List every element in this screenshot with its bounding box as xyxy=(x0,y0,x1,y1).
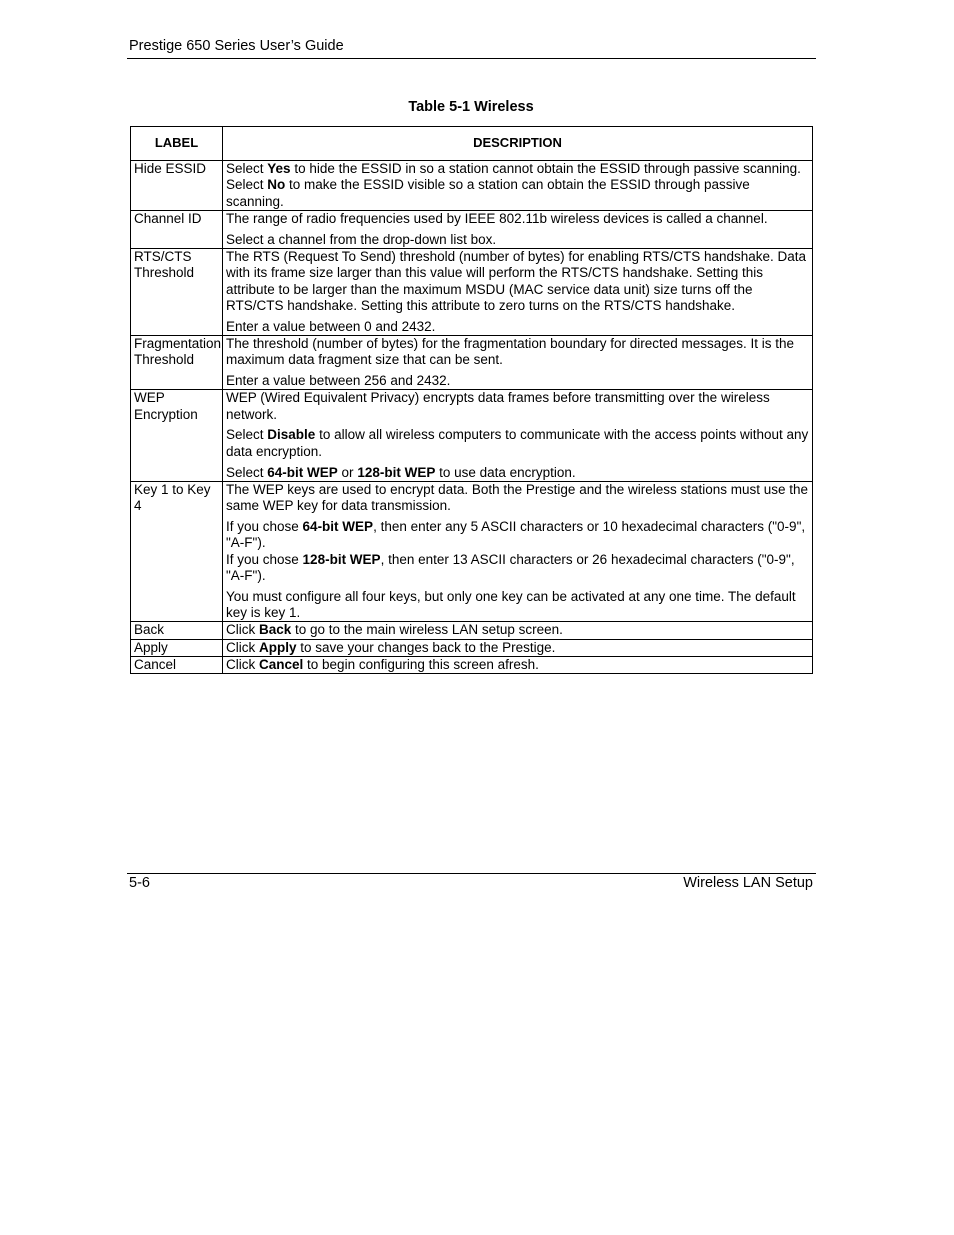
table-row xyxy=(131,656,813,673)
description-paragraph xyxy=(226,232,809,248)
emphasized-term: Yes xyxy=(267,161,291,176)
description-text: Select xyxy=(226,177,268,193)
page-header-title: Prestige 650 Series User’s Guide xyxy=(129,38,344,54)
description-text: to use data encryption. xyxy=(435,464,576,480)
description-paragraph xyxy=(226,657,809,673)
row-label: Hide ESSID xyxy=(131,161,223,211)
row-label: RTS/CTS Threshold xyxy=(131,248,223,335)
column-header-label: LABEL xyxy=(131,127,223,161)
row-label: Apply xyxy=(131,639,223,656)
description-text: Select xyxy=(226,464,268,480)
emphasized-term: Cancel xyxy=(259,656,304,672)
description-paragraph xyxy=(226,482,809,515)
description-text: Select xyxy=(226,427,268,443)
row-label: Channel ID xyxy=(131,210,223,248)
row-description xyxy=(223,390,813,481)
table-row xyxy=(131,161,813,211)
description-text: , then enter any 5 ASCII characters or 10 hexadecimal characters ("0-9", "A-F"). xyxy=(226,518,806,551)
emphasized-term: 64-bit WEP xyxy=(302,518,374,534)
description-text: to hide the ESSID in so a station cannot obtain the ESSID through passive scanning. xyxy=(290,161,801,176)
emphasized-term: 128-bit WEP xyxy=(302,551,381,567)
description-paragraph xyxy=(226,622,809,638)
row-description xyxy=(223,335,813,389)
emphasized-term: 128-bit WEP xyxy=(357,464,436,480)
description-text: If you chose xyxy=(226,518,303,534)
description-text: Click xyxy=(226,656,259,672)
footer-page-number: 5-6 xyxy=(129,875,150,891)
description-text: to begin configuring this screen afresh. xyxy=(303,656,539,672)
description-text: The threshold (number of bytes) for the fragmentation boundary for directed messages. It is the maximum data fragment size that can be sent. xyxy=(226,335,795,368)
description-text: to save your changes back to the Prestige. xyxy=(296,639,556,655)
footer-rule xyxy=(127,873,816,874)
table-row xyxy=(131,622,813,639)
description-text: You must configure all four keys, but only one key can be activated at any one time. The default key is key 1. xyxy=(226,588,796,620)
description-paragraph xyxy=(226,336,809,369)
description-text: The range of radio frequencies used by IEEE 802.11b wireless devices is called a channel. xyxy=(226,210,768,226)
description-text: or xyxy=(337,464,358,480)
description-text: Click xyxy=(226,639,259,655)
footer-section-title: Wireless LAN Setup xyxy=(683,875,813,891)
description-text: The WEP keys are used to encrypt data. Both the Prestige and the wireless stations must use the same WEP key for data transmission. xyxy=(226,481,809,514)
emphasized-term: Back xyxy=(259,622,292,638)
description-text: to allow all wireless computers to communicate with the access points without any data encryption. xyxy=(226,427,809,459)
description-paragraph xyxy=(226,640,809,656)
description-text: to make the ESSID visible so a station can obtain the ESSID through passive scanning. xyxy=(226,177,750,209)
row-label: Cancel xyxy=(131,656,223,673)
table-caption: Table 5-1 Wireless xyxy=(408,99,534,115)
row-label: Back xyxy=(131,622,223,639)
description-text: If you chose xyxy=(226,551,303,567)
row-description xyxy=(223,210,813,248)
description-paragraph xyxy=(226,249,809,314)
description-text: The RTS (Request To Send) threshold (number of bytes) for enabling RTS/CTS handshake. Data with its frame size larger than this value will perform the RTS/CTS handshake. Setting this attribute to be larger than the maximum MSDU (MAC service data unit) size turns off the RTS/CTS handshake. Setting this attribute to zero turns on the RTS/CTS handshake. xyxy=(226,248,807,313)
row-description xyxy=(223,622,813,639)
emphasized-term: No xyxy=(267,177,286,193)
description-paragraph xyxy=(226,319,809,335)
description-paragraph xyxy=(226,177,809,210)
table-row xyxy=(131,481,813,621)
column-header-description: DESCRIPTION xyxy=(223,127,813,161)
wireless-table xyxy=(130,126,813,674)
description-paragraph xyxy=(226,552,809,585)
emphasized-term: 64-bit WEP xyxy=(267,464,338,480)
emphasized-term: Apply xyxy=(259,639,297,655)
table-row xyxy=(131,390,813,481)
description-text: Select xyxy=(226,161,268,176)
table-row xyxy=(131,210,813,248)
header-rule xyxy=(127,58,816,59)
table-body xyxy=(131,161,813,674)
description-paragraph xyxy=(226,427,809,460)
table-header-row xyxy=(131,127,813,161)
description-paragraph xyxy=(226,390,809,423)
description-paragraph xyxy=(226,373,809,389)
row-description xyxy=(223,656,813,673)
row-description xyxy=(223,248,813,335)
emphasized-term: Disable xyxy=(267,427,316,443)
row-description xyxy=(223,481,813,621)
description-text: to go to the main wireless LAN setup screen. xyxy=(291,622,563,638)
description-paragraph xyxy=(226,589,809,622)
row-description xyxy=(223,161,813,211)
description-paragraph xyxy=(226,465,809,481)
description-text: Select a channel from the drop-down list box. xyxy=(226,231,497,247)
description-text: WEP (Wired Equivalent Privacy) encrypts data frames before transmitting over the wireless network. xyxy=(226,390,770,422)
table-row xyxy=(131,248,813,335)
table-row xyxy=(131,639,813,656)
description-text: Enter a value between 256 and 2432. xyxy=(226,373,451,389)
row-label: Key 1 to Key 4 xyxy=(131,481,223,621)
row-label: WEP Encryption xyxy=(131,390,223,481)
row-label: Fragmentation Threshold xyxy=(131,335,223,389)
table-row xyxy=(131,335,813,389)
row-description xyxy=(223,639,813,656)
description-paragraph xyxy=(226,211,809,227)
description-text: Click xyxy=(226,622,259,638)
description-text: , then enter 13 ASCII characters or 26 hexadecimal characters ("0-9", "A-F"). xyxy=(226,551,795,583)
description-paragraph xyxy=(226,161,809,177)
description-text: Enter a value between 0 and 2432. xyxy=(226,318,436,334)
description-paragraph xyxy=(226,519,809,552)
